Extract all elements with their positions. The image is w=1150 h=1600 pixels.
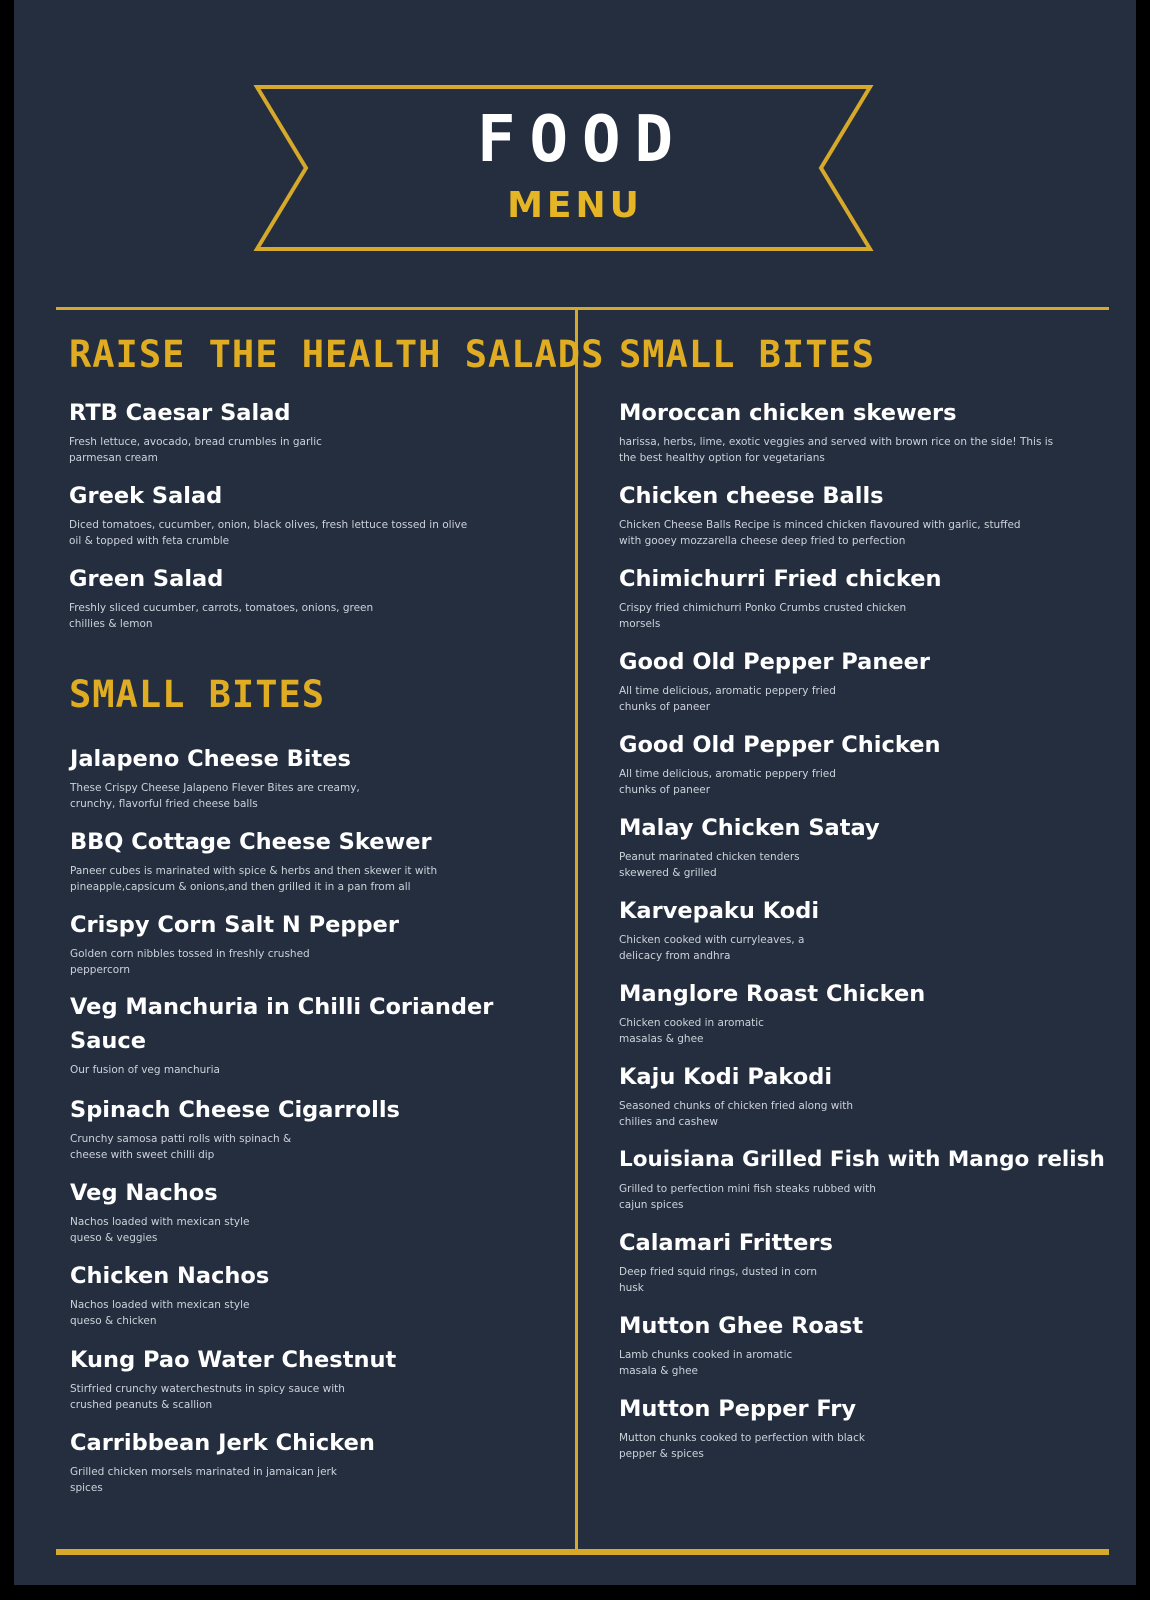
menu-item <box>619 894 839 964</box>
menu-subtitle: MENU <box>507 185 643 226</box>
menu-item <box>69 479 469 549</box>
item-description: These Crispy Cheese Jalapeno Flever Bites are creamy, crunchy, flavorful fried cheese balls <box>70 782 360 810</box>
item-description: All time delicious, aromatic peppery fried chunks of paneer <box>619 685 836 713</box>
menu-item <box>619 396 1059 466</box>
item-name: Manglore Roast Chicken <box>619 981 926 1007</box>
item-description: Peanut marinated chicken tenders skewered & grilled <box>619 851 800 879</box>
item-description: Chicken cooked with curryleaves, a delicacy from andhra <box>619 934 805 962</box>
menu-item <box>619 1060 859 1130</box>
item-description: harissa, herbs, lime, exotic veggies and served with brown rice on the side! This is the best healthy option for vegetarians <box>619 436 1054 464</box>
item-name: Kung Pao Water Chestnut <box>70 1347 397 1373</box>
item-description: All time delicious, aromatic peppery fried chunks of paneer <box>619 768 836 796</box>
menu-item <box>70 1259 280 1329</box>
menu-item <box>70 990 510 1078</box>
item-name: Good Old Pepper Paneer <box>619 649 930 675</box>
menu-banner <box>14 0 1136 270</box>
item-description: Seasoned chunks of chicken fried along with chilies and cashew <box>619 1100 854 1128</box>
item-name: Malay Chicken Satay <box>619 815 880 841</box>
item-name: Veg Nachos <box>70 1180 218 1206</box>
menu-item <box>619 1143 1105 1213</box>
item-description: Mutton chunks cooked to perfection with black pepper & spices <box>619 1432 865 1460</box>
item-name: Louisiana Grilled Fish with Mango relish <box>619 1147 1105 1172</box>
menu-item <box>70 1093 400 1163</box>
item-name: RTB Caesar Salad <box>69 400 291 426</box>
item-name: Carribbean Jerk Chicken <box>70 1430 375 1456</box>
menu-item <box>69 562 404 632</box>
menu-item <box>619 562 944 632</box>
item-name: Green Salad <box>69 566 224 592</box>
item-description: Grilled to perfection mini fish steaks rubbed with cajun spices <box>619 1183 876 1211</box>
menu-item <box>619 1309 863 1379</box>
item-name: Chicken cheese Balls <box>619 483 884 509</box>
item-name: Spinach Cheese Cigarrolls <box>70 1097 400 1123</box>
item-name: Chicken Nachos <box>70 1263 270 1289</box>
item-description: Fresh lettuce, avocado, bread crumbles in garlic parmesan cream <box>69 436 322 464</box>
left-bites-section-title: SMALL BITES <box>69 673 326 716</box>
item-name: Greek Salad <box>69 483 223 509</box>
item-name: Moroccan chicken skewers <box>619 400 957 426</box>
item-name: Mutton Ghee Roast <box>619 1313 864 1339</box>
right-bites-section-title: SMALL BITES <box>619 333 876 376</box>
item-name: Crispy Corn Salt N Pepper <box>70 912 399 938</box>
bottom-divider <box>56 1549 1109 1555</box>
menu-item <box>70 1343 396 1413</box>
item-name: BBQ Cottage Cheese Skewer <box>70 829 432 855</box>
menu-item <box>70 1176 280 1246</box>
item-description: Deep fried squid rings, dusted in corn husk <box>619 1266 818 1294</box>
item-name: Chimichurri Fried chicken <box>619 566 942 592</box>
salads-section-title: RAISE THE HEALTH SALADS <box>69 333 605 376</box>
item-description: Nachos loaded with mexican style queso & chicken <box>70 1299 250 1327</box>
menu-item <box>619 479 1039 549</box>
item-description: Crunchy samosa patti rolls with spinach & cheese with sweet chilli dip <box>70 1133 292 1161</box>
item-description: Chicken Cheese Balls Recipe is minced chicken flavoured with garlic, stuffed with gooey mozzarella cheese deep fried to perfection <box>619 519 1021 547</box>
menu-page <box>14 0 1136 1585</box>
item-description: Lamb chunks cooked in aromatic masala & ghee <box>619 1349 793 1377</box>
top-divider <box>56 307 1109 310</box>
item-name: Calamari Fritters <box>619 1230 833 1256</box>
menu-item <box>619 1392 899 1462</box>
menu-item <box>69 396 349 466</box>
item-description: Crispy fried chimichurri Ponko Crumbs crusted chicken morsels <box>619 602 907 630</box>
item-name: Veg Manchuria in Chilli Coriander Sauce <box>70 994 494 1054</box>
item-description: Golden corn nibbles tossed in freshly crushed peppercorn <box>70 948 310 976</box>
item-description: Paneer cubes is marinated with spice & herbs and then skewer it with pineapple,capsicum & onions,and then grilled it in a pan from all <box>70 865 438 893</box>
item-name: Kaju Kodi Pakodi <box>619 1064 833 1090</box>
item-name: Mutton Pepper Fry <box>619 1396 857 1422</box>
item-description: Diced tomatoes, cucumber, onion, black olives, fresh lettuce tossed in olive oil & topped with feta crumble <box>69 519 468 547</box>
item-description: Stirfried crunchy waterchestnuts in spicy sauce with crushed peanuts & scallion <box>70 1383 345 1411</box>
item-description: Our fusion of veg manchuria <box>70 1064 220 1076</box>
item-description: Freshly sliced cucumber, carrots, tomatoes, onions, green chillies & lemon <box>69 602 374 630</box>
menu-item <box>70 825 475 895</box>
item-description: Grilled chicken morsels marinated in jamaican jerk spices <box>70 1466 337 1494</box>
menu-item <box>619 1226 833 1296</box>
menu-item <box>70 742 380 812</box>
menu-item <box>619 728 940 798</box>
menu-item <box>619 811 880 881</box>
item-name: Karvepaku Kodi <box>619 898 820 924</box>
item-name: Good Old Pepper Chicken <box>619 732 941 758</box>
item-description: Chicken cooked in aromatic masalas & ghee <box>619 1017 764 1045</box>
item-name: Jalapeno Cheese Bites <box>70 746 351 772</box>
column-divider <box>575 309 578 1549</box>
menu-item <box>70 908 399 978</box>
item-description: Nachos loaded with mexican style queso & veggies <box>70 1216 250 1244</box>
menu-title: FOOD <box>476 103 688 177</box>
menu-item <box>619 977 925 1047</box>
menu-item <box>619 645 930 715</box>
menu-item <box>70 1426 375 1496</box>
